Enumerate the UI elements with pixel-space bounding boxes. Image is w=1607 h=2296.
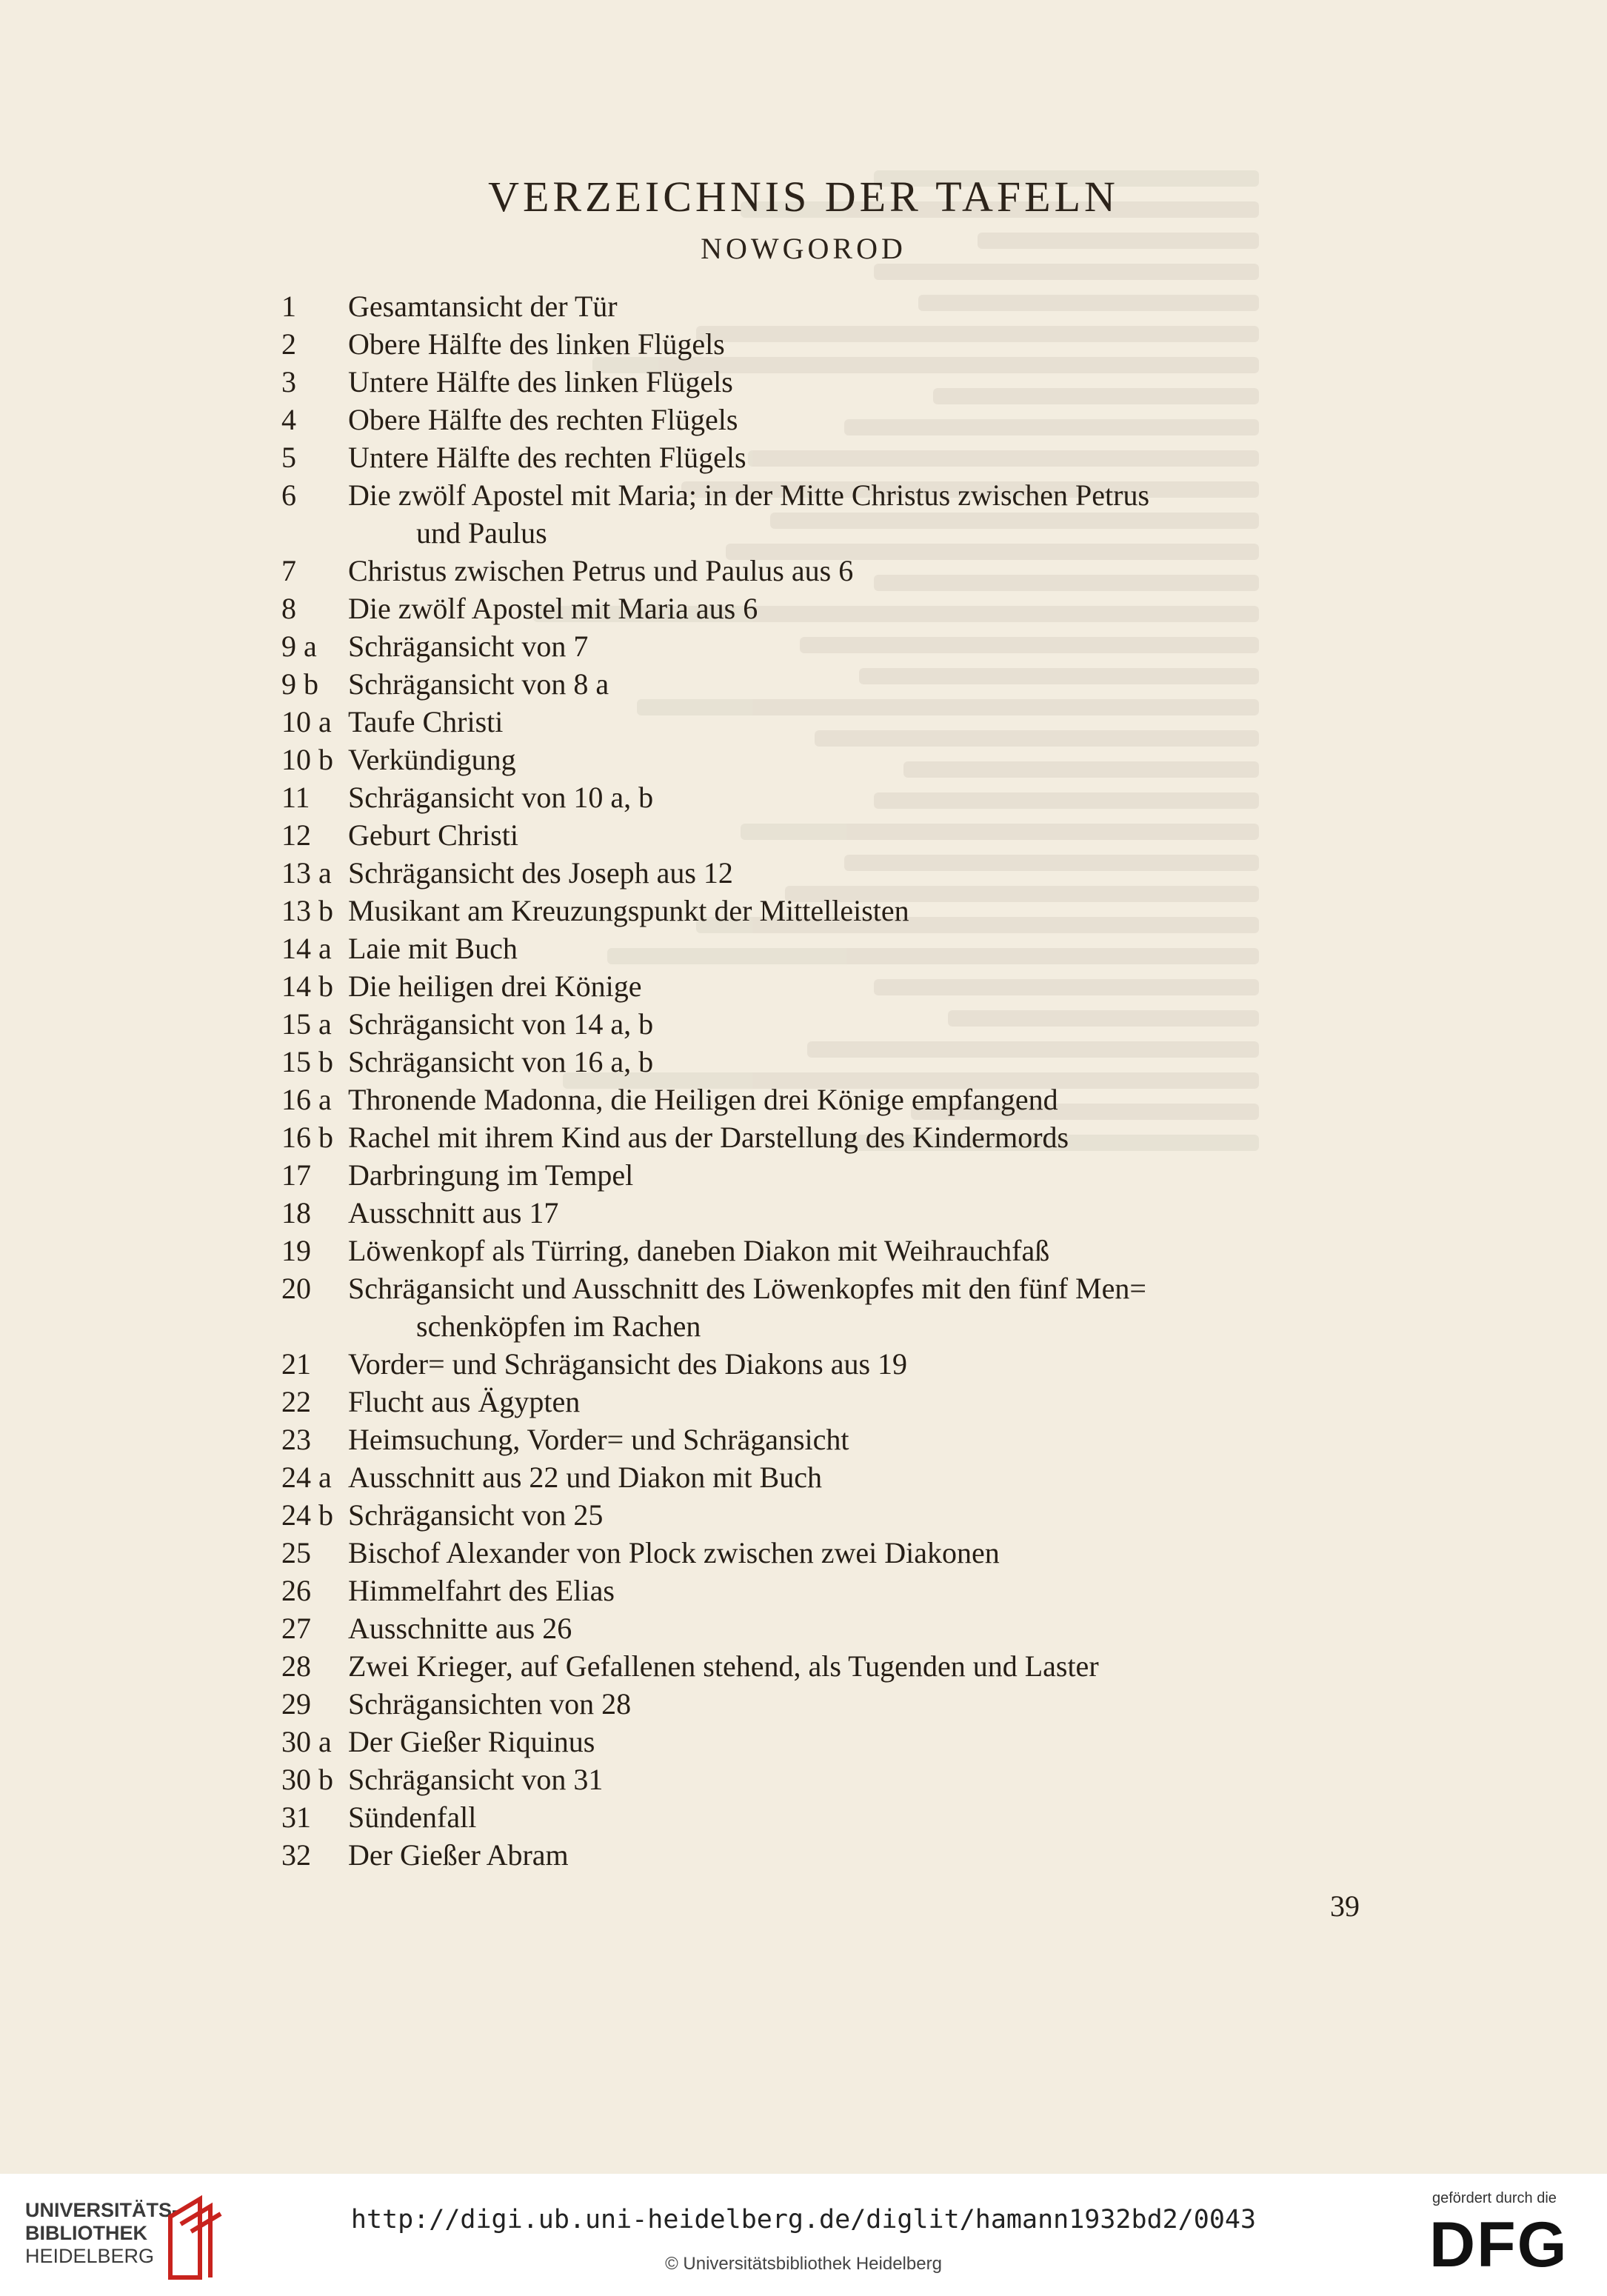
plate-number: 8: [281, 592, 296, 625]
list-item: [281, 1269, 1318, 1307]
plate-caption: Gesamtansicht der Tür: [348, 290, 618, 323]
page-number: 39: [1330, 1889, 1360, 1923]
plate-number: 17: [281, 1158, 311, 1192]
plate-number: 18: [281, 1196, 311, 1229]
plate-caption: Schrägansicht von 16 a, b: [348, 1045, 654, 1078]
plate-caption: Christus zwischen Petrus und Paulus aus 6: [348, 554, 854, 587]
list-item: [281, 438, 1318, 476]
plate-caption: und Paulus: [416, 516, 547, 550]
plate-list: [281, 287, 1318, 1874]
list-item: [281, 1572, 1318, 1609]
plate-number: 27: [281, 1612, 311, 1645]
plate-number: 11: [281, 781, 310, 814]
plate-caption: Himmelfahrt des Elias: [348, 1574, 615, 1607]
plate-number: 12: [281, 818, 311, 852]
plate-caption: Untere Hälfte des rechten Flügels: [348, 441, 746, 474]
plate-number: 1: [281, 290, 296, 323]
list-item: [281, 1723, 1318, 1761]
list-item: [281, 703, 1318, 741]
list-item: [281, 665, 1318, 703]
dfg-logo: DFG: [1429, 2209, 1568, 2280]
list-item: [281, 325, 1318, 363]
plate-caption: Sündenfall: [348, 1801, 477, 1834]
list-item: [281, 1685, 1318, 1723]
plate-number: 32: [281, 1838, 311, 1872]
list-item: [281, 476, 1318, 514]
plate-number: 15 a: [281, 1007, 332, 1041]
list-item: [281, 1194, 1318, 1232]
plate-number: 26: [281, 1574, 311, 1607]
list-item: [281, 1383, 1318, 1421]
list-item: [281, 1232, 1318, 1269]
plate-number: 16 b: [281, 1121, 333, 1154]
plate-caption: Zwei Krieger, auf Gefallenen stehend, als Tugenden und Laster: [348, 1649, 1099, 1683]
list-item: [281, 552, 1318, 590]
bleed-through-line: [874, 264, 1259, 280]
list-item: [281, 1836, 1318, 1874]
plate-caption: Löwenkopf als Türring, daneben Diakon mit Weihrauchfaß: [348, 1234, 1050, 1267]
list-item: [281, 1118, 1318, 1156]
list-item: [281, 1609, 1318, 1647]
list-item: [281, 401, 1318, 438]
plate-caption: Thronende Madonna, die Heiligen drei Könige empfangend: [348, 1083, 1058, 1116]
list-item: [281, 1647, 1318, 1685]
plate-caption: schenköpfen im Rachen: [416, 1309, 701, 1343]
list-item: [281, 854, 1318, 892]
document-url-link[interactable]: http://digi.ub.uni-heidelberg.de/diglit/hamann1932bd2/0043: [350, 2205, 1257, 2235]
plate-caption: Geburt Christi: [348, 818, 518, 852]
plate-caption: Obere Hälfte des linken Flügels: [348, 327, 725, 361]
list-item: [281, 1534, 1318, 1572]
plate-caption: Vorder= und Schrägansicht des Diakons aus 19: [348, 1347, 908, 1381]
plate-caption: Der Gießer Riquinus: [348, 1725, 595, 1758]
plate-caption: Flucht aus Ägypten: [348, 1385, 581, 1418]
list-item: [281, 1458, 1318, 1496]
list-item: [281, 627, 1318, 665]
plate-caption: Rachel mit ihrem Kind aus der Darstellung des Kindermords: [348, 1121, 1069, 1154]
footer-bar: [0, 2174, 1607, 2296]
list-item: [281, 1043, 1318, 1081]
plate-caption: Heimsuchung, Vorder= und Schrägansicht: [348, 1423, 849, 1456]
list-item: [281, 967, 1318, 1005]
plate-number: [281, 1307, 348, 1345]
list-item: [281, 741, 1318, 778]
plate-number: 30 a: [281, 1725, 332, 1758]
copyright-text: © Universitätsbibliothek Heidelberg: [665, 2254, 942, 2274]
list-item: [281, 1421, 1318, 1458]
plate-number: 3: [281, 365, 296, 398]
plate-number: 16 a: [281, 1083, 332, 1116]
plate-caption: Musikant am Kreuzungspunkt der Mittelleisten: [348, 894, 909, 927]
plate-number: 13 a: [281, 856, 332, 890]
plate-caption: Schrägansicht von 25: [348, 1498, 604, 1532]
list-item: [281, 816, 1318, 854]
plate-number: 4: [281, 403, 296, 436]
plate-number: [281, 514, 348, 552]
plate-number: 25: [281, 1536, 311, 1569]
list-item: [281, 1345, 1318, 1383]
plate-caption: Bischof Alexander von Plock zwischen zwei Diakonen: [348, 1536, 1000, 1569]
plate-caption: Ausschnitt aus 17: [348, 1196, 559, 1229]
list-item: [281, 1496, 1318, 1534]
list-item: [281, 1156, 1318, 1194]
plate-caption: Die zwölf Apostel mit Maria aus 6: [348, 592, 758, 625]
plate-caption: Ausschnitte aus 26: [348, 1612, 572, 1645]
plate-caption: Der Gießer Abram: [348, 1838, 569, 1872]
plate-number: 5: [281, 441, 296, 474]
plate-caption: Laie mit Buch: [348, 932, 518, 965]
list-item: [281, 1081, 1318, 1118]
plate-caption: Taufe Christi: [348, 705, 504, 738]
plate-number: 13 b: [281, 894, 333, 927]
list-item: [281, 1307, 1318, 1345]
plate-number: 21: [281, 1347, 311, 1381]
list-item: [281, 1798, 1318, 1836]
list-item: [281, 778, 1318, 816]
plate-number: 24 b: [281, 1498, 333, 1532]
plate-number: 6: [281, 478, 296, 512]
plate-caption: Schrägansicht und Ausschnitt des Löwenkopfes mit den fünf Men=: [348, 1272, 1146, 1305]
funded-by-label: gefördert durch die: [1432, 2190, 1557, 2206]
list-item: [281, 514, 1318, 552]
list-item: [281, 930, 1318, 967]
plate-number: 23: [281, 1423, 311, 1456]
plate-number: 30 b: [281, 1763, 333, 1796]
plate-number: 19: [281, 1234, 311, 1267]
plate-caption: Obere Hälfte des rechten Flügels: [348, 403, 738, 436]
plate-caption: Untere Hälfte des linken Flügels: [348, 365, 733, 398]
list-item: [281, 363, 1318, 401]
plate-number: 24 a: [281, 1461, 332, 1494]
plate-caption: Schrägansichten von 28: [348, 1687, 632, 1721]
plate-number: 7: [281, 554, 296, 587]
plate-caption: Ausschnitt aus 22 und Diakon mit Buch: [348, 1461, 822, 1494]
list-item: [281, 1761, 1318, 1798]
plate-caption: Schrägansicht von 10 a, b: [348, 781, 654, 814]
plate-caption: Die zwölf Apostel mit Maria; in der Mitte Christus zwischen Petrus: [348, 478, 1150, 512]
plate-caption: Schrägansicht von 31: [348, 1763, 604, 1796]
plate-caption: Schrägansicht von 8 a: [348, 667, 609, 701]
plate-number: 9 b: [281, 667, 318, 701]
page-title: VERZEICHNIS DER TAFELN: [488, 173, 1119, 221]
plate-number: 14 a: [281, 932, 332, 965]
plate-number: 22: [281, 1385, 311, 1418]
plate-caption: Darbringung im Tempel: [348, 1158, 634, 1192]
plate-number: 14 b: [281, 970, 333, 1003]
plate-caption: Schrägansicht von 14 a, b: [348, 1007, 654, 1041]
plate-number: 29: [281, 1687, 311, 1721]
plate-number: 28: [281, 1649, 311, 1683]
list-item: [281, 892, 1318, 930]
plate-number: 15 b: [281, 1045, 333, 1078]
plate-number: 2: [281, 327, 296, 361]
library-name: UNIVERSITÄTS- BIBLIOTHEK HEIDELBERG: [25, 2199, 179, 2267]
plate-caption: Verkündigung: [348, 743, 516, 776]
page-subtitle: NOWGOROD: [701, 232, 906, 265]
plate-caption: Schrägansicht von 7: [348, 630, 589, 663]
plate-caption: Schrägansicht des Joseph aus 12: [348, 856, 733, 890]
plate-number: 20: [281, 1272, 311, 1305]
plate-number: 10 a: [281, 705, 332, 738]
plate-number: 9 a: [281, 630, 317, 663]
list-item: [281, 287, 1318, 325]
plate-number: 10 b: [281, 743, 333, 776]
plate-caption: Die heiligen drei Könige: [348, 970, 642, 1003]
list-item: [281, 590, 1318, 627]
plate-number: 31: [281, 1801, 311, 1834]
list-item: [281, 1005, 1318, 1043]
